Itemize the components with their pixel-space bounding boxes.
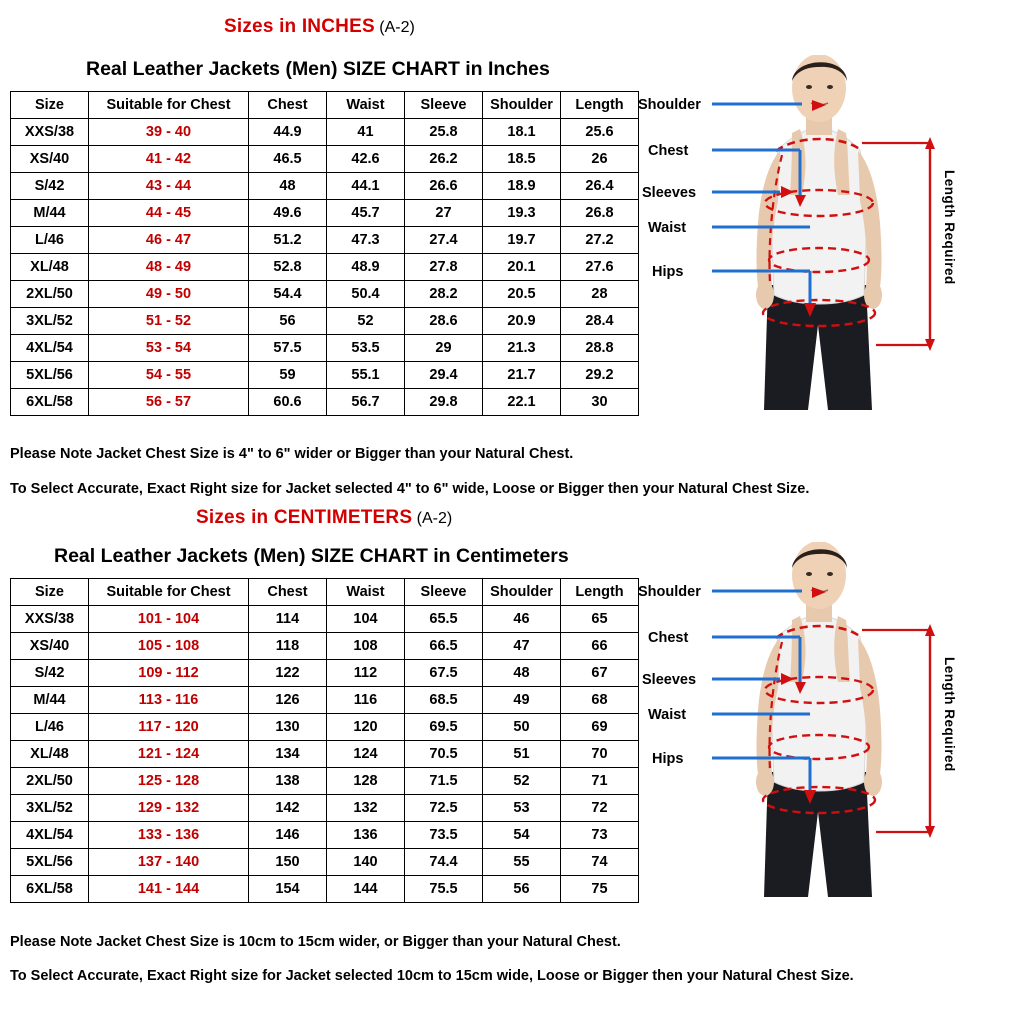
table-row [11,389,639,416]
section-heading-centimeters [196,507,452,529]
cell-suitable-chest: 109 - 112 [89,660,249,687]
cell-size: XL/48 [11,254,89,281]
cell-shoulder: 22.1 [483,389,561,416]
cell-sleeve: 71.5 [405,768,483,795]
cell-size: XXS/38 [11,119,89,146]
figure-label-sleeves: Sleeves [642,185,697,201]
table-row [11,335,639,362]
cell-shoulder: 18.9 [483,173,561,200]
table-row [11,768,639,795]
cell-waist: 132 [327,795,405,822]
cell-size: L/46 [11,227,89,254]
cell-chest: 44.9 [249,119,327,146]
cell-waist: 41 [327,119,405,146]
cell-suitable-chest: 51 - 52 [89,308,249,335]
cell-chest: 52.8 [249,254,327,281]
cell-chest: 122 [249,660,327,687]
cell-waist: 124 [327,741,405,768]
cell-sleeve: 73.5 [405,822,483,849]
cell-chest: 48 [249,173,327,200]
table-row [11,281,639,308]
table-row [11,795,639,822]
figure-label-hips: Hips [652,751,684,767]
cell-waist: 144 [327,876,405,903]
table-row [11,849,639,876]
cell-chest: 118 [249,633,327,660]
figure-label-length-required: Length Required [942,170,957,285]
cell-chest: 154 [249,876,327,903]
figure-label-chest: Chest [648,143,689,159]
cell-chest: 51.2 [249,227,327,254]
cell-length: 25.6 [561,119,639,146]
col-header-shoulder: Shoulder [483,92,561,119]
cell-shoulder: 49 [483,687,561,714]
col-header-waist: Waist [327,92,405,119]
cell-length: 70 [561,741,639,768]
cell-length: 29.2 [561,362,639,389]
cell-waist: 53.5 [327,335,405,362]
cell-suitable-chest: 113 - 116 [89,687,249,714]
col-header-waist: Waist [327,579,405,606]
cell-chest: 150 [249,849,327,876]
cell-shoulder: 47 [483,633,561,660]
cell-suitable-chest: 48 - 49 [89,254,249,281]
cell-suitable-chest: 43 - 44 [89,173,249,200]
cell-sleeve: 29.4 [405,362,483,389]
cell-chest: 130 [249,714,327,741]
cell-waist: 52 [327,308,405,335]
figure-label-chest: Chest [648,630,689,646]
cell-waist: 140 [327,849,405,876]
cell-chest: 146 [249,822,327,849]
cell-size: 6XL/58 [11,389,89,416]
note-centimeters-1: Please Note Jacket Chest Size is 10cm to 15cm wider, or Bigger than your Natural Chest. [10,934,621,950]
table-header-row [11,579,639,606]
cell-sleeve: 25.8 [405,119,483,146]
note-inches-2: To Select Accurate, Exact Right size for Jacket selected 4" to 6" wide, Loose or Bigger then your Natural Chest Size. [10,481,810,497]
col-header-sleeve: Sleeve [405,579,483,606]
table-row [11,876,639,903]
cell-shoulder: 21.7 [483,362,561,389]
cell-shoulder: 18.5 [483,146,561,173]
cell-size: 2XL/50 [11,281,89,308]
figure-label-shoulder: Shoulder [638,584,701,600]
figure-label-shoulder: Shoulder [638,97,701,113]
table-row [11,714,639,741]
cell-size: 2XL/50 [11,768,89,795]
chart-title-centimeters: Real Leather Jackets (Men) SIZE CHART in Centimeters [54,545,569,567]
cell-size: 3XL/52 [11,308,89,335]
cell-sleeve: 27.8 [405,254,483,281]
cell-length: 27.2 [561,227,639,254]
cell-sleeve: 29 [405,335,483,362]
figure-label-waist: Waist [648,220,687,236]
cell-length: 71 [561,768,639,795]
cell-chest: 126 [249,687,327,714]
cell-length: 73 [561,822,639,849]
section-heading-text: Sizes in INCHES [224,16,375,37]
cell-chest: 114 [249,606,327,633]
cell-length: 68 [561,687,639,714]
cell-waist: 108 [327,633,405,660]
cell-sleeve: 74.4 [405,849,483,876]
cell-waist: 104 [327,606,405,633]
cell-waist: 42.6 [327,146,405,173]
cell-sleeve: 27 [405,200,483,227]
cell-shoulder: 55 [483,849,561,876]
cell-shoulder: 54 [483,822,561,849]
cell-suitable-chest: 49 - 50 [89,281,249,308]
cell-waist: 55.1 [327,362,405,389]
col-header-length: Length [561,92,639,119]
col-header-suitable-chest: Suitable for Chest [89,92,249,119]
cell-shoulder: 19.3 [483,200,561,227]
cell-suitable-chest: 125 - 128 [89,768,249,795]
cell-chest: 56 [249,308,327,335]
cell-shoulder: 21.3 [483,335,561,362]
cell-chest: 57.5 [249,335,327,362]
cell-waist: 50.4 [327,281,405,308]
col-header-suitable-chest: Suitable for Chest [89,579,249,606]
cell-sleeve: 70.5 [405,741,483,768]
section-heading-inches [224,16,415,38]
cell-length: 28.4 [561,308,639,335]
cell-length: 75 [561,876,639,903]
table-row [11,254,639,281]
table-row [11,633,639,660]
cell-length: 30 [561,389,639,416]
cell-sleeve: 68.5 [405,687,483,714]
cell-chest: 49.6 [249,200,327,227]
table-row [11,146,639,173]
cell-size: M/44 [11,200,89,227]
cell-chest: 134 [249,741,327,768]
cell-chest: 54.4 [249,281,327,308]
cell-sleeve: 27.4 [405,227,483,254]
cell-size: 6XL/58 [11,876,89,903]
cell-suitable-chest: 101 - 104 [89,606,249,633]
cell-waist: 128 [327,768,405,795]
cell-shoulder: 20.5 [483,281,561,308]
cell-waist: 47.3 [327,227,405,254]
cell-sleeve: 69.5 [405,714,483,741]
cell-suitable-chest: 56 - 57 [89,389,249,416]
cell-sleeve: 75.5 [405,876,483,903]
cell-size: XL/48 [11,741,89,768]
size-table-centimeters [10,578,639,903]
table-row [11,119,639,146]
cell-suitable-chest: 53 - 54 [89,335,249,362]
cell-waist: 112 [327,660,405,687]
figure-label-sleeves: Sleeves [642,672,697,688]
cell-shoulder: 20.1 [483,254,561,281]
cell-chest: 46.5 [249,146,327,173]
col-header-shoulder: Shoulder [483,579,561,606]
cell-shoulder: 20.9 [483,308,561,335]
cell-size: 5XL/56 [11,362,89,389]
measurement-figure-inches [640,55,1010,405]
cell-length: 27.6 [561,254,639,281]
cell-waist: 136 [327,822,405,849]
cell-sleeve: 66.5 [405,633,483,660]
cell-suitable-chest: 121 - 124 [89,741,249,768]
cell-chest: 59 [249,362,327,389]
cell-length: 66 [561,633,639,660]
cell-suitable-chest: 117 - 120 [89,714,249,741]
cell-suitable-chest: 46 - 47 [89,227,249,254]
note-centimeters-2: To Select Accurate, Exact Right size for Jacket selected 10cm to 15cm wide, Loose or Bigger then your Natural Chest Size. [10,968,854,984]
cell-suitable-chest: 39 - 40 [89,119,249,146]
cell-waist: 56.7 [327,389,405,416]
measurement-figure-centimeters [640,542,1010,892]
size-table-inches [10,91,639,416]
cell-size: L/46 [11,714,89,741]
figure-label-hips: Hips [652,264,684,280]
cell-shoulder: 18.1 [483,119,561,146]
size-table-centimeters-wrap [10,578,639,903]
table-header-row [11,92,639,119]
cell-length: 67 [561,660,639,687]
table-row [11,687,639,714]
table-row [11,660,639,687]
col-header-size: Size [11,579,89,606]
cell-shoulder: 48 [483,660,561,687]
cell-shoulder: 50 [483,714,561,741]
cell-shoulder: 51 [483,741,561,768]
cell-shoulder: 46 [483,606,561,633]
cell-waist: 48.9 [327,254,405,281]
cell-sleeve: 29.8 [405,389,483,416]
cell-suitable-chest: 41 - 42 [89,146,249,173]
cell-suitable-chest: 44 - 45 [89,200,249,227]
cell-waist: 116 [327,687,405,714]
cell-chest: 138 [249,768,327,795]
cell-sleeve: 67.5 [405,660,483,687]
cell-waist: 44.1 [327,173,405,200]
table-row [11,822,639,849]
section-heading-text: Sizes in CENTIMETERS [196,507,413,528]
cell-sleeve: 28.2 [405,281,483,308]
cell-sleeve: 26.2 [405,146,483,173]
cell-shoulder: 53 [483,795,561,822]
cell-size: S/42 [11,660,89,687]
table-row [11,741,639,768]
cell-suitable-chest: 129 - 132 [89,795,249,822]
cell-size: 5XL/56 [11,849,89,876]
col-header-chest: Chest [249,92,327,119]
cell-chest: 60.6 [249,389,327,416]
cell-chest: 142 [249,795,327,822]
table-row [11,362,639,389]
cell-waist: 120 [327,714,405,741]
cell-sleeve: 26.6 [405,173,483,200]
table-row [11,606,639,633]
cell-size: S/42 [11,173,89,200]
cell-shoulder: 56 [483,876,561,903]
note-inches-1: Please Note Jacket Chest Size is 4" to 6" wider or Bigger than your Natural Chest. [10,446,574,462]
cell-suitable-chest: 133 - 136 [89,822,249,849]
cell-length: 65 [561,606,639,633]
cell-suitable-chest: 141 - 144 [89,876,249,903]
section-heading-code: (A-2) [379,19,415,36]
table-row [11,173,639,200]
cell-length: 28.8 [561,335,639,362]
cell-sleeve: 28.6 [405,308,483,335]
col-header-size: Size [11,92,89,119]
figure-label-waist: Waist [648,707,687,723]
cell-suitable-chest: 54 - 55 [89,362,249,389]
size-table-inches-wrap [10,91,639,416]
cell-length: 74 [561,849,639,876]
cell-shoulder: 52 [483,768,561,795]
cell-length: 26.4 [561,173,639,200]
cell-suitable-chest: 137 - 140 [89,849,249,876]
cell-length: 26 [561,146,639,173]
cell-length: 26.8 [561,200,639,227]
cell-sleeve: 65.5 [405,606,483,633]
section-heading-code: (A-2) [416,510,453,527]
cell-sleeve: 72.5 [405,795,483,822]
cell-shoulder: 19.7 [483,227,561,254]
cell-size: 3XL/52 [11,795,89,822]
col-header-sleeve: Sleeve [405,92,483,119]
col-header-chest: Chest [249,579,327,606]
cell-size: XS/40 [11,146,89,173]
table-row [11,227,639,254]
table-row [11,200,639,227]
figure-label-length-required: Length Required [942,657,957,772]
cell-length: 28 [561,281,639,308]
table-row [11,308,639,335]
cell-suitable-chest: 105 - 108 [89,633,249,660]
cell-waist: 45.7 [327,200,405,227]
cell-length: 72 [561,795,639,822]
chart-title-inches: Real Leather Jackets (Men) SIZE CHART in Inches [86,58,550,80]
cell-size: XXS/38 [11,606,89,633]
cell-size: 4XL/54 [11,335,89,362]
cell-length: 69 [561,714,639,741]
cell-size: M/44 [11,687,89,714]
cell-size: 4XL/54 [11,822,89,849]
cell-size: XS/40 [11,633,89,660]
col-header-length: Length [561,579,639,606]
